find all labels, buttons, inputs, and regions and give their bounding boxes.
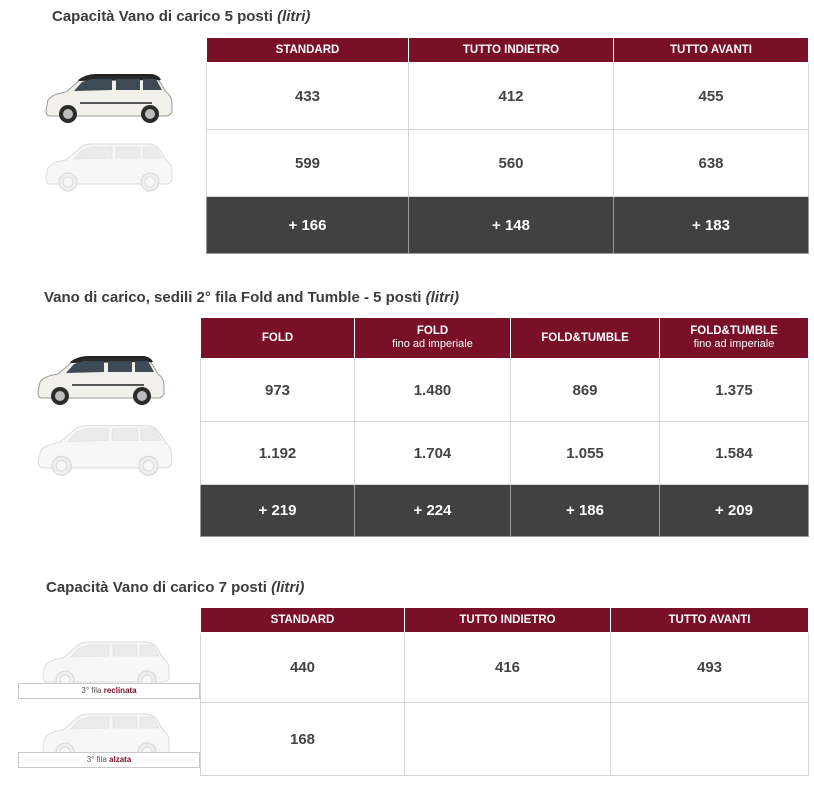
- table-cell: 1.375: [660, 359, 809, 422]
- table-cell: 1.055: [511, 422, 660, 485]
- car-5-seats-ghost-image: [40, 138, 178, 198]
- diff-cell: + 209: [660, 485, 809, 537]
- header-fold: [201, 318, 355, 359]
- table-cell: 638: [614, 130, 809, 197]
- section1-unit: (litri): [277, 8, 311, 25]
- section2-title: [44, 289, 459, 306]
- table-cell: 973: [201, 359, 355, 422]
- table-cell: 416: [405, 633, 611, 703]
- label-prefix: 3° fila: [86, 755, 107, 764]
- header-sub: fino ad imperiale: [392, 338, 473, 350]
- table-cell: 1.584: [660, 422, 809, 485]
- header-fold-imperiale: [355, 318, 511, 359]
- header-main: FOLD: [261, 331, 294, 344]
- section3-title: [46, 579, 304, 596]
- diff-cell: + 219: [201, 485, 355, 537]
- table-cell: 493: [611, 633, 809, 703]
- table-cell: [405, 703, 611, 776]
- section2-table: [200, 317, 809, 537]
- header-tutto-avanti: TUTTO AVANTI: [614, 38, 809, 63]
- label-state: alzata: [109, 755, 132, 764]
- diff-cell: + 166: [207, 197, 409, 254]
- seat-label-reclinata: [18, 683, 200, 699]
- header-tutto-indietro: TUTTO INDIETRO: [409, 38, 614, 63]
- header-fold-tumble: [511, 318, 660, 359]
- section2-title-text: Vano di carico, sedili 2° fila Fold and Tumble - 5 posti: [44, 289, 422, 306]
- car-fold-image: [32, 352, 170, 412]
- table-cell: 433: [207, 63, 409, 130]
- section3-table: [200, 607, 809, 776]
- header-main: FOLD: [416, 325, 449, 337]
- car-fold-ghost-image: [32, 420, 178, 482]
- header-fold-tumble-imperiale: [660, 318, 809, 359]
- section1-title: [52, 8, 310, 25]
- table-cell: 1.704: [355, 422, 511, 485]
- table-cell: [611, 703, 809, 776]
- diff-cell: + 148: [409, 197, 614, 254]
- car-7-seats-reclined-image: [36, 638, 176, 688]
- header-main: FOLD&TUMBLE: [541, 331, 629, 344]
- section3-title-text: Capacità Vano di carico 7 posti: [46, 579, 267, 596]
- table-cell: 1.480: [355, 359, 511, 422]
- header-standard: STANDARD: [207, 38, 409, 63]
- diff-cell: + 186: [511, 485, 660, 537]
- table-cell: 412: [409, 63, 614, 130]
- table-cell: 869: [511, 359, 660, 422]
- header-sub: fino ad imperiale: [693, 338, 775, 350]
- header-main: FOLD&TUMBLE: [690, 325, 778, 337]
- table-cell: 440: [201, 633, 405, 703]
- label-state: reclinata: [103, 686, 137, 695]
- section3-unit: (litri): [271, 579, 305, 596]
- diff-cell: + 224: [355, 485, 511, 537]
- table-cell: 560: [409, 130, 614, 197]
- car-5-seats-image: [40, 70, 178, 130]
- table-cell: 1.192: [201, 422, 355, 485]
- seat-label-alzata: [18, 752, 200, 768]
- section1-table: [206, 37, 809, 254]
- diff-cell: + 183: [614, 197, 809, 254]
- header-standard: STANDARD: [201, 608, 405, 633]
- header-tutto-indietro: TUTTO INDIETRO: [405, 608, 611, 633]
- car-7-seats-raised-image: [36, 710, 176, 756]
- header-tutto-avanti: TUTTO AVANTI: [611, 608, 809, 633]
- section1-title-text: Capacità Vano di carico 5 posti: [52, 8, 273, 25]
- label-prefix: 3° fila: [81, 686, 102, 695]
- table-cell: 599: [207, 130, 409, 197]
- table-cell: 455: [614, 63, 809, 130]
- section2-unit: (litri): [425, 289, 459, 306]
- table-cell: 168: [201, 703, 405, 776]
